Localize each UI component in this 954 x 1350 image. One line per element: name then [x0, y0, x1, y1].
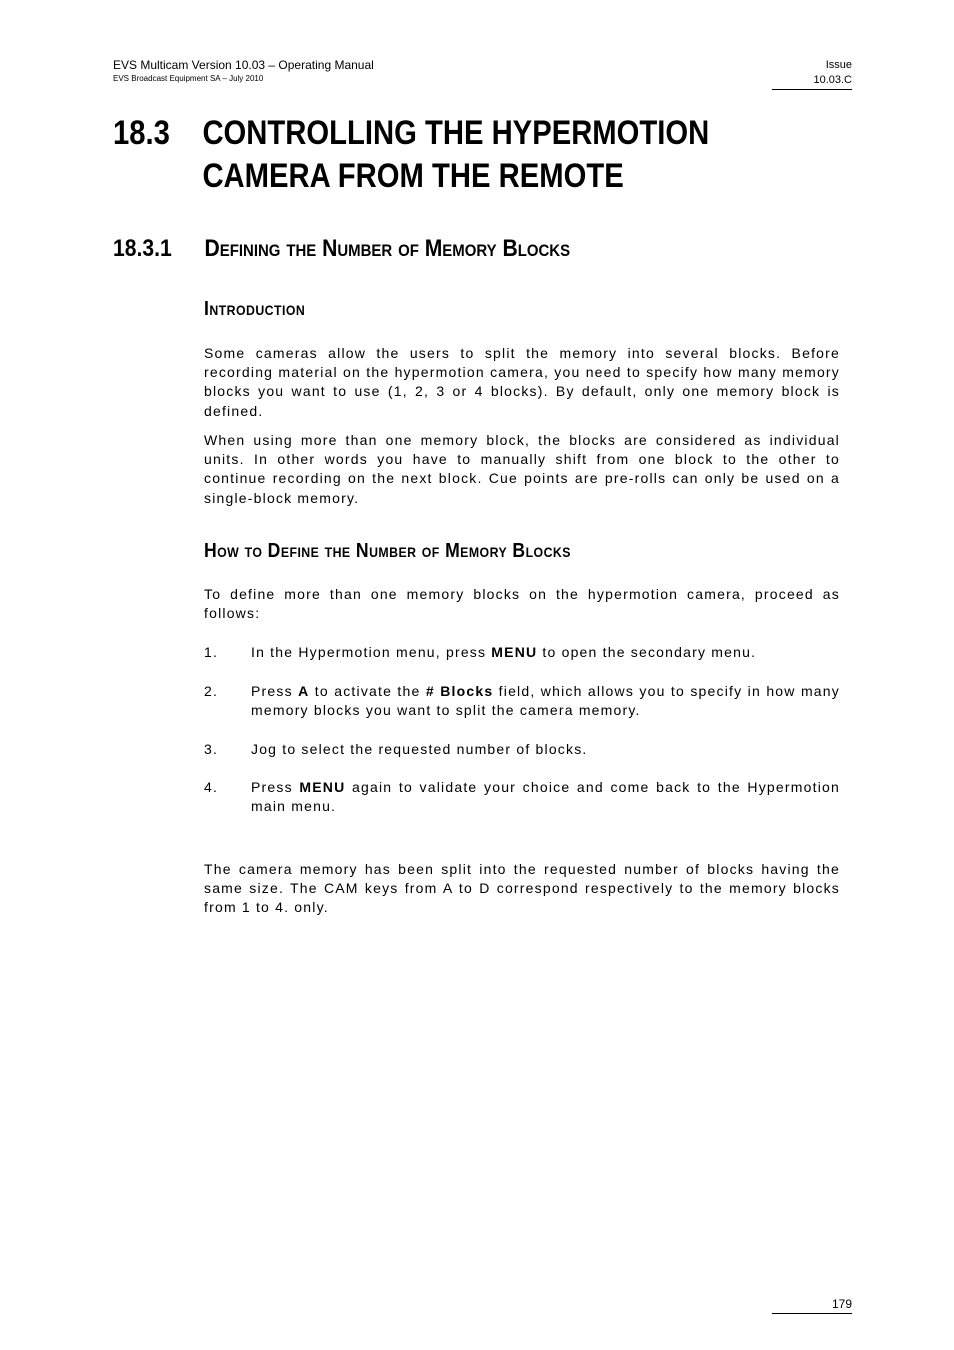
section-title-line2: CAMERA FROM THE REMOTE: [202, 157, 624, 195]
step-text: In the Hypermotion menu, press MENU to open the secondary menu.: [251, 644, 757, 660]
publisher-line: EVS Broadcast Equipment SA – July 2010: [113, 74, 264, 83]
step-item: [204, 740, 840, 759]
howto-heading: How to Define the Number of Memory Blocks: [204, 540, 571, 562]
step-text: Press A to activate the # Blocks field, which allows you to specify in how many memory blocks you want to split the camera memory.: [251, 683, 840, 719]
page-header-right: [772, 58, 852, 90]
intro-paragraph-2: When using more than one memory block, the blocks are considered as individual units. In other words you have to manually shift from one block to the other to continue recording on the next block. Cue points are pre-rolls can only be used on a single-block memory.: [204, 432, 840, 506]
step-item: [204, 682, 840, 720]
howto-intro-paragraph: To define more than one memory blocks on the hypermotion camera, proceed as follows:: [204, 586, 840, 622]
step-number: 4.: [204, 779, 219, 795]
introduction-heading: Introduction: [204, 298, 306, 320]
issue-version: 10.03.C: [772, 73, 852, 90]
field-label: # Blocks: [425, 683, 494, 699]
section-title-line1: CONTROLLING THE HYPERMOTION: [202, 114, 710, 152]
subsection-number: 18.3.1: [113, 235, 172, 262]
result-paragraph: The camera memory has been split into the requested number of blocks having the same size. The CAM keys from A to D correspond respectively to the memory blocks from 1 to 4. only.: [204, 861, 840, 916]
subsection-heading: [113, 234, 570, 264]
key-label: MENU: [299, 779, 346, 795]
section-heading: [113, 112, 784, 198]
step-item: [204, 778, 840, 816]
page-number: 179: [772, 1296, 852, 1314]
step-text: Jog to select the requested number of blocks.: [251, 741, 588, 757]
step-number: 2.: [204, 683, 219, 699]
step-item: [204, 643, 840, 662]
step-text: Press MENU again to validate your choice and come back to the Hypermotion main menu.: [251, 779, 840, 815]
section-number: 18.3: [113, 114, 170, 152]
step-number: 1.: [204, 644, 219, 660]
key-label: A: [298, 683, 310, 699]
step-number: 3.: [204, 741, 219, 757]
intro-paragraph-1: Some cameras allow the users to split the memory into several blocks. Before recording material on the hypermotion camera, you need to specify how many memory blocks you want to use (1, 2, 3 or 4 blocks). By default, only one memory block is defined.: [204, 345, 840, 419]
page-header-left: [113, 58, 374, 84]
manual-title: EVS Multicam Version 10.03 – Operating Manual: [113, 58, 374, 72]
subsection-title: Defining the Number of Memory Blocks: [204, 235, 571, 262]
issue-label: Issue: [825, 59, 852, 71]
key-label: MENU: [491, 644, 538, 660]
